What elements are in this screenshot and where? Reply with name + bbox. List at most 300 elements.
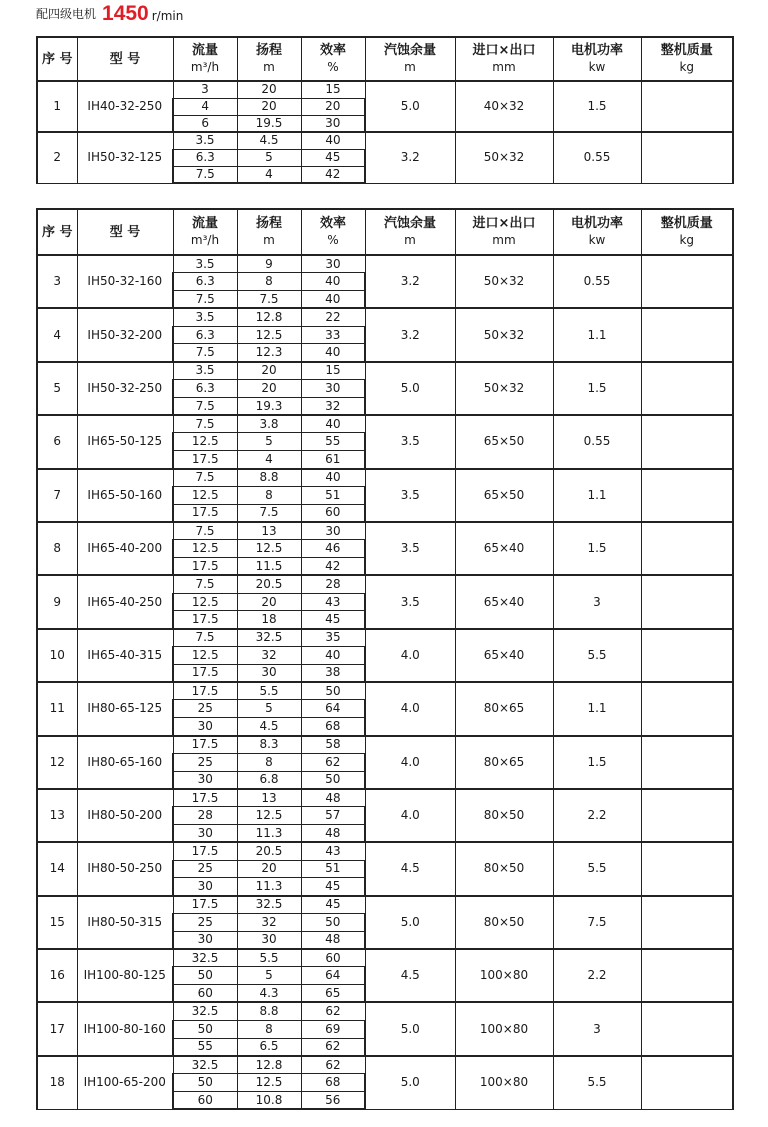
npsh-cell: 4.0	[365, 736, 455, 789]
npsh-cell: 3.5	[365, 575, 455, 628]
efficiency-cell: 40	[301, 469, 365, 487]
mass-cell	[641, 1056, 733, 1109]
npsh-cell: 5.0	[365, 362, 455, 415]
row-number: 13	[37, 789, 77, 842]
flow-cell: 3.5	[173, 255, 237, 273]
mass-cell	[641, 255, 733, 308]
mass-cell	[641, 522, 733, 575]
pump-model: IH100-65-200	[77, 1056, 173, 1109]
head-cell: 32.5	[237, 629, 301, 647]
head-cell: 20	[237, 860, 301, 878]
pump-model: IH50-32-250	[77, 362, 173, 415]
efficiency-cell: 50	[301, 682, 365, 700]
spec-table-a	[36, 36, 734, 184]
row-number: 14	[37, 842, 77, 895]
motor-power-cell: 0.55	[553, 255, 641, 308]
efficiency-cell: 20	[301, 98, 365, 115]
row-number: 6	[37, 415, 77, 468]
flow-cell: 7.5	[173, 397, 237, 415]
flow-cell: 17.5	[173, 789, 237, 807]
head-cell: 8	[237, 753, 301, 771]
head-cell: 7.5	[237, 504, 301, 522]
motor-power-cell: 5.5	[553, 629, 641, 682]
head-cell: 18	[237, 611, 301, 629]
port-size-cell: 100×80	[455, 949, 553, 1002]
mass-cell	[641, 308, 733, 361]
pump-model: IH80-65-160	[77, 736, 173, 789]
efficiency-cell: 45	[301, 878, 365, 896]
efficiency-cell: 30	[301, 255, 365, 273]
table-row	[37, 575, 733, 593]
flow-cell: 50	[173, 1074, 237, 1092]
col-npsh: 汽蚀余量 m	[365, 209, 455, 255]
table-row	[37, 629, 733, 647]
pump-model: IH50-32-125	[77, 132, 173, 183]
efficiency-cell: 62	[301, 1038, 365, 1056]
port-size-cell: 80×65	[455, 682, 553, 735]
col-port-size: 进口×出口 mm	[455, 37, 553, 81]
flow-cell: 3.5	[173, 362, 237, 380]
head-cell: 20	[237, 81, 301, 98]
pump-model: IH80-50-315	[77, 896, 173, 949]
head-cell: 8	[237, 273, 301, 291]
mass-cell	[641, 469, 733, 522]
efficiency-cell: 42	[301, 558, 365, 576]
table-row	[37, 1002, 733, 1020]
efficiency-cell: 65	[301, 985, 365, 1003]
col-efficiency: 效率 %	[301, 37, 365, 81]
flow-cell: 6	[173, 115, 237, 132]
motor-power-cell: 5.5	[553, 842, 641, 895]
col-no: 序 号	[37, 209, 77, 255]
flow-cell: 25	[173, 753, 237, 771]
table-row	[37, 415, 733, 433]
port-size-cell: 50×32	[455, 255, 553, 308]
port-size-cell: 50×32	[455, 132, 553, 183]
heading-prefix: 配四级电机	[36, 7, 97, 21]
mass-cell	[641, 415, 733, 468]
col-mass: 整机质量 kg	[641, 37, 733, 81]
efficiency-cell: 51	[301, 486, 365, 504]
efficiency-cell: 58	[301, 736, 365, 754]
flow-cell: 17.5	[173, 558, 237, 576]
efficiency-cell: 62	[301, 1056, 365, 1074]
mass-cell	[641, 575, 733, 628]
head-cell: 4.5	[237, 132, 301, 149]
efficiency-cell: 45	[301, 611, 365, 629]
port-size-cell: 65×40	[455, 629, 553, 682]
mass-cell	[641, 81, 733, 132]
row-number: 10	[37, 629, 77, 682]
flow-cell: 7.5	[173, 415, 237, 433]
head-cell: 5	[237, 433, 301, 451]
flow-cell: 17.5	[173, 504, 237, 522]
head-cell: 9	[237, 255, 301, 273]
row-number: 2	[37, 132, 77, 183]
efficiency-cell: 61	[301, 451, 365, 469]
col-flow: 流量 m³/h	[173, 209, 237, 255]
row-number: 4	[37, 308, 77, 361]
pump-model: IH65-40-250	[77, 575, 173, 628]
efficiency-cell: 43	[301, 593, 365, 611]
npsh-cell: 5.0	[365, 1056, 455, 1109]
efficiency-cell: 22	[301, 308, 365, 326]
row-number: 18	[37, 1056, 77, 1109]
efficiency-cell: 38	[301, 664, 365, 682]
table-body	[37, 255, 733, 1109]
head-cell: 11.3	[237, 825, 301, 843]
port-size-cell: 40×32	[455, 81, 553, 132]
efficiency-cell: 15	[301, 81, 365, 98]
motor-power-cell: 0.55	[553, 415, 641, 468]
port-size-cell: 50×32	[455, 362, 553, 415]
table-row	[37, 132, 733, 149]
head-cell: 7.5	[237, 291, 301, 309]
head-cell: 5.5	[237, 682, 301, 700]
head-cell: 20.5	[237, 575, 301, 593]
flow-cell: 50	[173, 1020, 237, 1038]
motor-power-cell: 1.5	[553, 736, 641, 789]
row-number: 3	[37, 255, 77, 308]
mass-cell	[641, 682, 733, 735]
head-cell: 10.8	[237, 1091, 301, 1109]
efficiency-cell: 60	[301, 504, 365, 522]
head-cell: 13	[237, 789, 301, 807]
efficiency-cell: 32	[301, 397, 365, 415]
motor-power-cell: 7.5	[553, 896, 641, 949]
npsh-cell: 4.5	[365, 949, 455, 1002]
head-cell: 8.3	[237, 736, 301, 754]
efficiency-cell: 42	[301, 166, 365, 183]
npsh-cell: 5.0	[365, 81, 455, 132]
flow-cell: 7.5	[173, 291, 237, 309]
row-number: 12	[37, 736, 77, 789]
flow-cell: 32.5	[173, 1002, 237, 1020]
pump-model: IH65-50-125	[77, 415, 173, 468]
table-header	[37, 37, 733, 81]
head-cell: 4	[237, 451, 301, 469]
npsh-cell: 4.0	[365, 629, 455, 682]
efficiency-cell: 45	[301, 896, 365, 914]
head-cell: 32	[237, 913, 301, 931]
row-number: 9	[37, 575, 77, 628]
head-cell: 12.8	[237, 1056, 301, 1074]
flow-cell: 60	[173, 985, 237, 1003]
motor-power-cell: 1.5	[553, 522, 641, 575]
flow-cell: 6.3	[173, 380, 237, 398]
efficiency-cell: 55	[301, 433, 365, 451]
flow-cell: 30	[173, 878, 237, 896]
efficiency-cell: 60	[301, 949, 365, 967]
flow-cell: 6.3	[173, 273, 237, 291]
flow-cell: 4	[173, 98, 237, 115]
flow-cell: 12.5	[173, 647, 237, 665]
table-row	[37, 255, 733, 273]
flow-cell: 7.5	[173, 344, 237, 362]
flow-cell: 17.5	[173, 896, 237, 914]
npsh-cell: 4.0	[365, 682, 455, 735]
table-row	[37, 789, 733, 807]
row-number: 17	[37, 1002, 77, 1055]
flow-cell: 17.5	[173, 664, 237, 682]
efficiency-cell: 57	[301, 807, 365, 825]
head-cell: 11.3	[237, 878, 301, 896]
head-cell: 8	[237, 1020, 301, 1038]
head-cell: 12.5	[237, 807, 301, 825]
spec-table-b	[36, 208, 734, 1110]
efficiency-cell: 69	[301, 1020, 365, 1038]
efficiency-cell: 33	[301, 326, 365, 344]
pump-model: IH100-80-125	[77, 949, 173, 1002]
col-motor-power: 电机功率 kw	[553, 209, 641, 255]
flow-cell: 60	[173, 1091, 237, 1109]
table-row	[37, 949, 733, 967]
port-size-cell: 100×80	[455, 1056, 553, 1109]
head-cell: 6.5	[237, 1038, 301, 1056]
head-cell: 12.8	[237, 308, 301, 326]
efficiency-cell: 68	[301, 1074, 365, 1092]
port-size-cell: 65×40	[455, 522, 553, 575]
pump-model: IH80-50-200	[77, 789, 173, 842]
port-size-cell: 65×40	[455, 575, 553, 628]
flow-cell: 12.5	[173, 486, 237, 504]
table-row	[37, 81, 733, 98]
efficiency-cell: 64	[301, 700, 365, 718]
efficiency-cell: 48	[301, 825, 365, 843]
flow-cell: 7.5	[173, 469, 237, 487]
efficiency-cell: 30	[301, 522, 365, 540]
motor-power-cell: 2.2	[553, 949, 641, 1002]
head-cell: 4.5	[237, 718, 301, 736]
efficiency-cell: 15	[301, 362, 365, 380]
flow-cell: 7.5	[173, 575, 237, 593]
flow-cell: 17.5	[173, 842, 237, 860]
table-row	[37, 896, 733, 914]
flow-cell: 3	[173, 81, 237, 98]
col-mass: 整机质量 kg	[641, 209, 733, 255]
flow-cell: 25	[173, 700, 237, 718]
flow-cell: 17.5	[173, 682, 237, 700]
table-row	[37, 842, 733, 860]
port-size-cell: 50×32	[455, 308, 553, 361]
pump-model: IH50-32-160	[77, 255, 173, 308]
head-cell: 5	[237, 967, 301, 985]
col-no: 序 号	[37, 37, 77, 81]
table-row	[37, 736, 733, 754]
flow-cell: 12.5	[173, 433, 237, 451]
flow-cell: 30	[173, 718, 237, 736]
efficiency-cell: 50	[301, 913, 365, 931]
col-efficiency: 效率 %	[301, 209, 365, 255]
port-size-cell: 80×50	[455, 842, 553, 895]
efficiency-cell: 62	[301, 753, 365, 771]
mass-cell	[641, 362, 733, 415]
flow-cell: 28	[173, 807, 237, 825]
npsh-cell: 5.0	[365, 1002, 455, 1055]
mass-cell	[641, 789, 733, 842]
head-cell: 20	[237, 593, 301, 611]
port-size-cell: 80×50	[455, 896, 553, 949]
flow-cell: 7.5	[173, 166, 237, 183]
motor-power-cell: 1.1	[553, 308, 641, 361]
motor-power-cell: 1.1	[553, 682, 641, 735]
flow-cell: 3.5	[173, 308, 237, 326]
npsh-cell: 3.5	[365, 522, 455, 575]
flow-cell: 30	[173, 771, 237, 789]
head-cell: 5.5	[237, 949, 301, 967]
flow-cell: 25	[173, 913, 237, 931]
head-cell: 11.5	[237, 558, 301, 576]
head-cell: 19.3	[237, 397, 301, 415]
head-cell: 3.8	[237, 415, 301, 433]
flow-cell: 12.5	[173, 540, 237, 558]
table-row	[37, 682, 733, 700]
efficiency-cell: 40	[301, 273, 365, 291]
port-size-cell: 65×50	[455, 415, 553, 468]
npsh-cell: 4.5	[365, 842, 455, 895]
port-size-cell: 80×65	[455, 736, 553, 789]
head-cell: 8.8	[237, 469, 301, 487]
head-cell: 30	[237, 931, 301, 949]
flow-cell: 25	[173, 860, 237, 878]
npsh-cell: 3.2	[365, 308, 455, 361]
table-row	[37, 362, 733, 380]
npsh-cell: 3.2	[365, 132, 455, 183]
motor-power-cell: 1.5	[553, 81, 641, 132]
head-cell: 5	[237, 700, 301, 718]
row-number: 16	[37, 949, 77, 1002]
col-head: 扬程 m	[237, 209, 301, 255]
head-cell: 20	[237, 98, 301, 115]
head-cell: 12.3	[237, 344, 301, 362]
head-cell: 20.5	[237, 842, 301, 860]
col-flow: 流量 m³/h	[173, 37, 237, 81]
motor-power-cell: 3	[553, 575, 641, 628]
head-cell: 20	[237, 362, 301, 380]
head-cell: 5	[237, 149, 301, 166]
efficiency-cell: 50	[301, 771, 365, 789]
mass-cell	[641, 896, 733, 949]
efficiency-cell: 40	[301, 647, 365, 665]
flow-cell: 30	[173, 931, 237, 949]
motor-power-cell: 1.1	[553, 469, 641, 522]
flow-cell: 12.5	[173, 593, 237, 611]
mass-cell	[641, 629, 733, 682]
efficiency-cell: 40	[301, 291, 365, 309]
mass-cell	[641, 949, 733, 1002]
efficiency-cell: 45	[301, 149, 365, 166]
row-number: 7	[37, 469, 77, 522]
efficiency-cell: 51	[301, 860, 365, 878]
efficiency-cell: 68	[301, 718, 365, 736]
flow-cell: 32.5	[173, 1056, 237, 1074]
npsh-cell: 3.5	[365, 415, 455, 468]
pump-model: IH100-80-160	[77, 1002, 173, 1055]
motor-speed: 1450	[102, 2, 149, 25]
head-cell: 12.5	[237, 1074, 301, 1092]
efficiency-cell: 40	[301, 132, 365, 149]
head-cell: 6.8	[237, 771, 301, 789]
efficiency-cell: 64	[301, 967, 365, 985]
efficiency-cell: 43	[301, 842, 365, 860]
table-row	[37, 469, 733, 487]
head-cell: 4.3	[237, 985, 301, 1003]
flow-cell: 50	[173, 967, 237, 985]
port-size-cell: 65×50	[455, 469, 553, 522]
row-number: 15	[37, 896, 77, 949]
flow-cell: 3.5	[173, 132, 237, 149]
port-size-cell: 80×50	[455, 789, 553, 842]
npsh-cell: 3.5	[365, 469, 455, 522]
head-cell: 12.5	[237, 540, 301, 558]
row-number: 8	[37, 522, 77, 575]
efficiency-cell: 30	[301, 380, 365, 398]
pump-model: IH65-40-315	[77, 629, 173, 682]
row-number: 5	[37, 362, 77, 415]
npsh-cell: 4.0	[365, 789, 455, 842]
col-model: 型 号	[77, 209, 173, 255]
flow-cell: 55	[173, 1038, 237, 1056]
head-cell: 19.5	[237, 115, 301, 132]
col-model: 型 号	[77, 37, 173, 81]
speed-unit: r/min	[151, 9, 184, 23]
row-number: 1	[37, 81, 77, 132]
flow-cell: 17.5	[173, 451, 237, 469]
page-heading	[36, 2, 183, 30]
mass-cell	[641, 1002, 733, 1055]
efficiency-cell: 46	[301, 540, 365, 558]
head-cell: 13	[237, 522, 301, 540]
flow-cell: 17.5	[173, 611, 237, 629]
efficiency-cell: 62	[301, 1002, 365, 1020]
table-row	[37, 522, 733, 540]
motor-power-cell: 5.5	[553, 1056, 641, 1109]
pump-model: IH65-50-160	[77, 469, 173, 522]
npsh-cell: 3.2	[365, 255, 455, 308]
efficiency-cell: 28	[301, 575, 365, 593]
flow-cell: 7.5	[173, 629, 237, 647]
head-cell: 32	[237, 647, 301, 665]
flow-cell: 7.5	[173, 522, 237, 540]
flow-cell: 6.3	[173, 149, 237, 166]
pump-model: IH80-65-125	[77, 682, 173, 735]
head-cell: 8.8	[237, 1002, 301, 1020]
head-cell: 30	[237, 664, 301, 682]
pump-model: IH80-50-250	[77, 842, 173, 895]
efficiency-cell: 40	[301, 344, 365, 362]
motor-power-cell: 2.2	[553, 789, 641, 842]
col-head: 扬程 m	[237, 37, 301, 81]
head-cell: 4	[237, 166, 301, 183]
efficiency-cell: 30	[301, 115, 365, 132]
npsh-cell: 5.0	[365, 896, 455, 949]
flow-cell: 17.5	[173, 736, 237, 754]
row-number: 11	[37, 682, 77, 735]
flow-cell: 6.3	[173, 326, 237, 344]
pump-model: IH50-32-200	[77, 308, 173, 361]
head-cell: 32.5	[237, 896, 301, 914]
head-cell: 20	[237, 380, 301, 398]
table-body	[37, 81, 733, 183]
flow-cell: 32.5	[173, 949, 237, 967]
efficiency-cell: 48	[301, 931, 365, 949]
efficiency-cell: 35	[301, 629, 365, 647]
motor-power-cell: 0.55	[553, 132, 641, 183]
table-row	[37, 1056, 733, 1074]
col-motor-power: 电机功率 kw	[553, 37, 641, 81]
motor-power-cell: 1.5	[553, 362, 641, 415]
efficiency-cell: 48	[301, 789, 365, 807]
